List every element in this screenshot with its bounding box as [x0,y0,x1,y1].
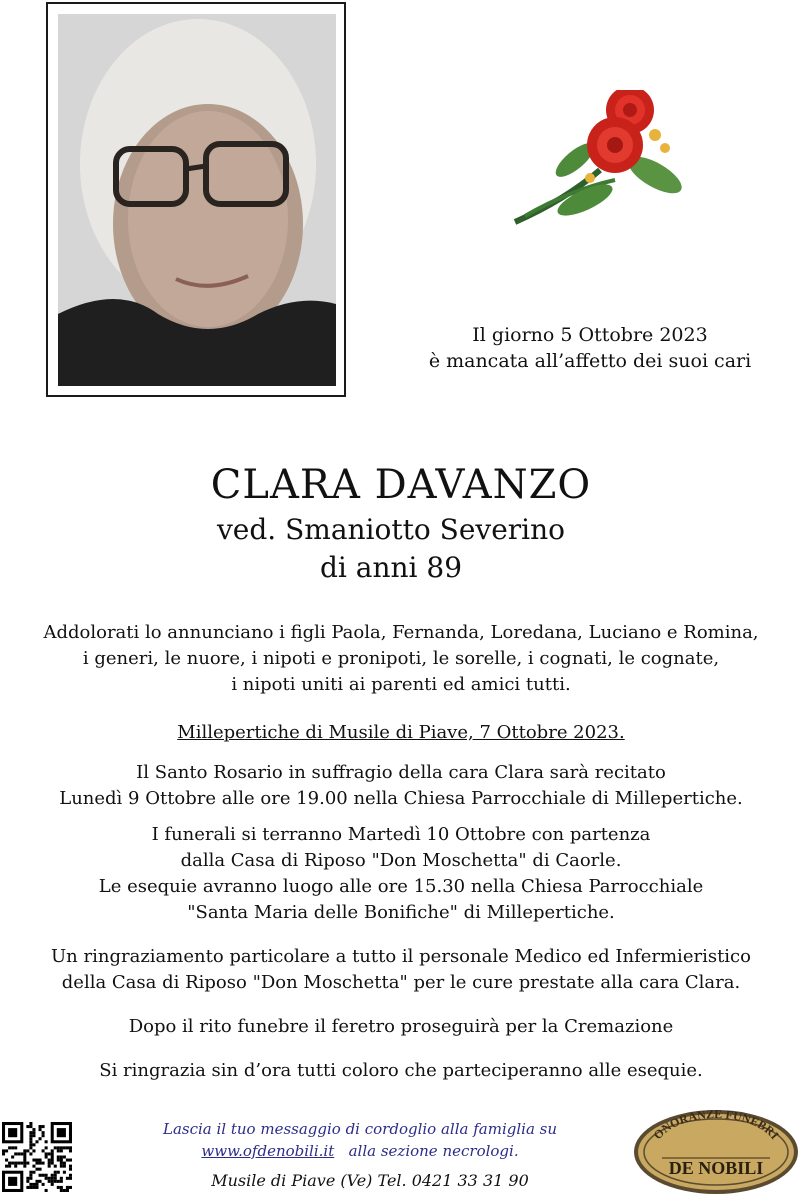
age-line: di anni 89 [319,551,463,584]
death-date-block [420,322,760,374]
funeral-paragraph [0,822,802,926]
death-phrase-line: è mancata all’affetto dei suoi cari [428,350,752,372]
funeral-line: "Santa Maria delle Bonifiche" di Millepertiche. [187,902,615,923]
funeral-line: Le esequie avranno luogo alle ore 15.30 nella Chiesa Parrocchiale [98,876,704,897]
mourners-line: i generi, le nuore, i nipoti e pronipoti, le sorelle, i cognati, le cognate, [82,648,720,669]
funeral-line: dalla Casa di Riposo "Don Moschetta" di Caorle. [180,850,622,871]
thanks-all-line: Si ringrazia sin d’ora tutti coloro che parteciperanno alle esequie. [99,1060,703,1081]
funeral-home-address: Musile di Piave (Ve) Tel. 0421 33 31 90 [211,1171,529,1190]
widow-of-line: ved. Smaniotto Severino [216,513,566,546]
rosary-line: Lunedì 9 Ottobre alle ore 19.00 nella Chiesa Parrocchiale di Millepertiche. [59,788,743,809]
mourners-line: i nipoti uniti ai parenti ed amici tutti. [231,674,571,695]
website-link[interactable]: www.ofdenobili.it [201,1142,335,1160]
qr-code-icon[interactable] [2,1122,72,1192]
rosary-paragraph [0,760,802,812]
cremation-line: Dopo il rito funebre il feretro proseguirà per la Cremazione [128,1016,674,1037]
thanks-staff-line: della Casa di Riposo "Don Moschetta" per le cure prestate alla cara Clara. [61,972,741,993]
rosary-line: Il Santo Rosario in suffragio della cara Clara sarà recitato [136,762,666,783]
mourners-line: Addolorati lo annunciano i figli Paola, Fernanda, Loredana, Luciano e Romina, [43,622,759,643]
rose-decoration-icon [505,90,705,230]
logo-name-text: DE NOBILI [668,1158,764,1178]
place-date: Millepertiche di Musile di Piave, 7 Ottobre 2023. [177,722,625,743]
thanks-staff-paragraph [0,944,802,996]
funeral-line: I funerali si terranno Martedì 10 Ottobre con partenza [151,824,651,845]
place-date-block [0,720,802,746]
cremation-block [0,1014,802,1040]
condolence-line: Lascia il tuo messaggio di cordoglio alla famiglia su [162,1120,558,1138]
mourners-paragraph [0,620,802,698]
website-suffix: alla sezione necrologi. [348,1142,519,1160]
portrait-frame [46,2,346,397]
funeral-home-logo [632,1108,800,1196]
condolence-message [120,1118,600,1162]
thanks-all-block [0,1058,802,1084]
logo-arc-text: ONORANZE FUNEBRI [650,1108,782,1143]
condolence-link-line [120,1140,600,1162]
portrait-photo [58,14,336,386]
thanks-staff-line: Un ringraziamento particolare a tutto il personale Medico ed Infermieristico [51,946,751,967]
death-date-line: Il giorno 5 Ottobre 2023 [472,324,708,346]
deceased-name: CLARA DAVANZO [210,462,592,508]
